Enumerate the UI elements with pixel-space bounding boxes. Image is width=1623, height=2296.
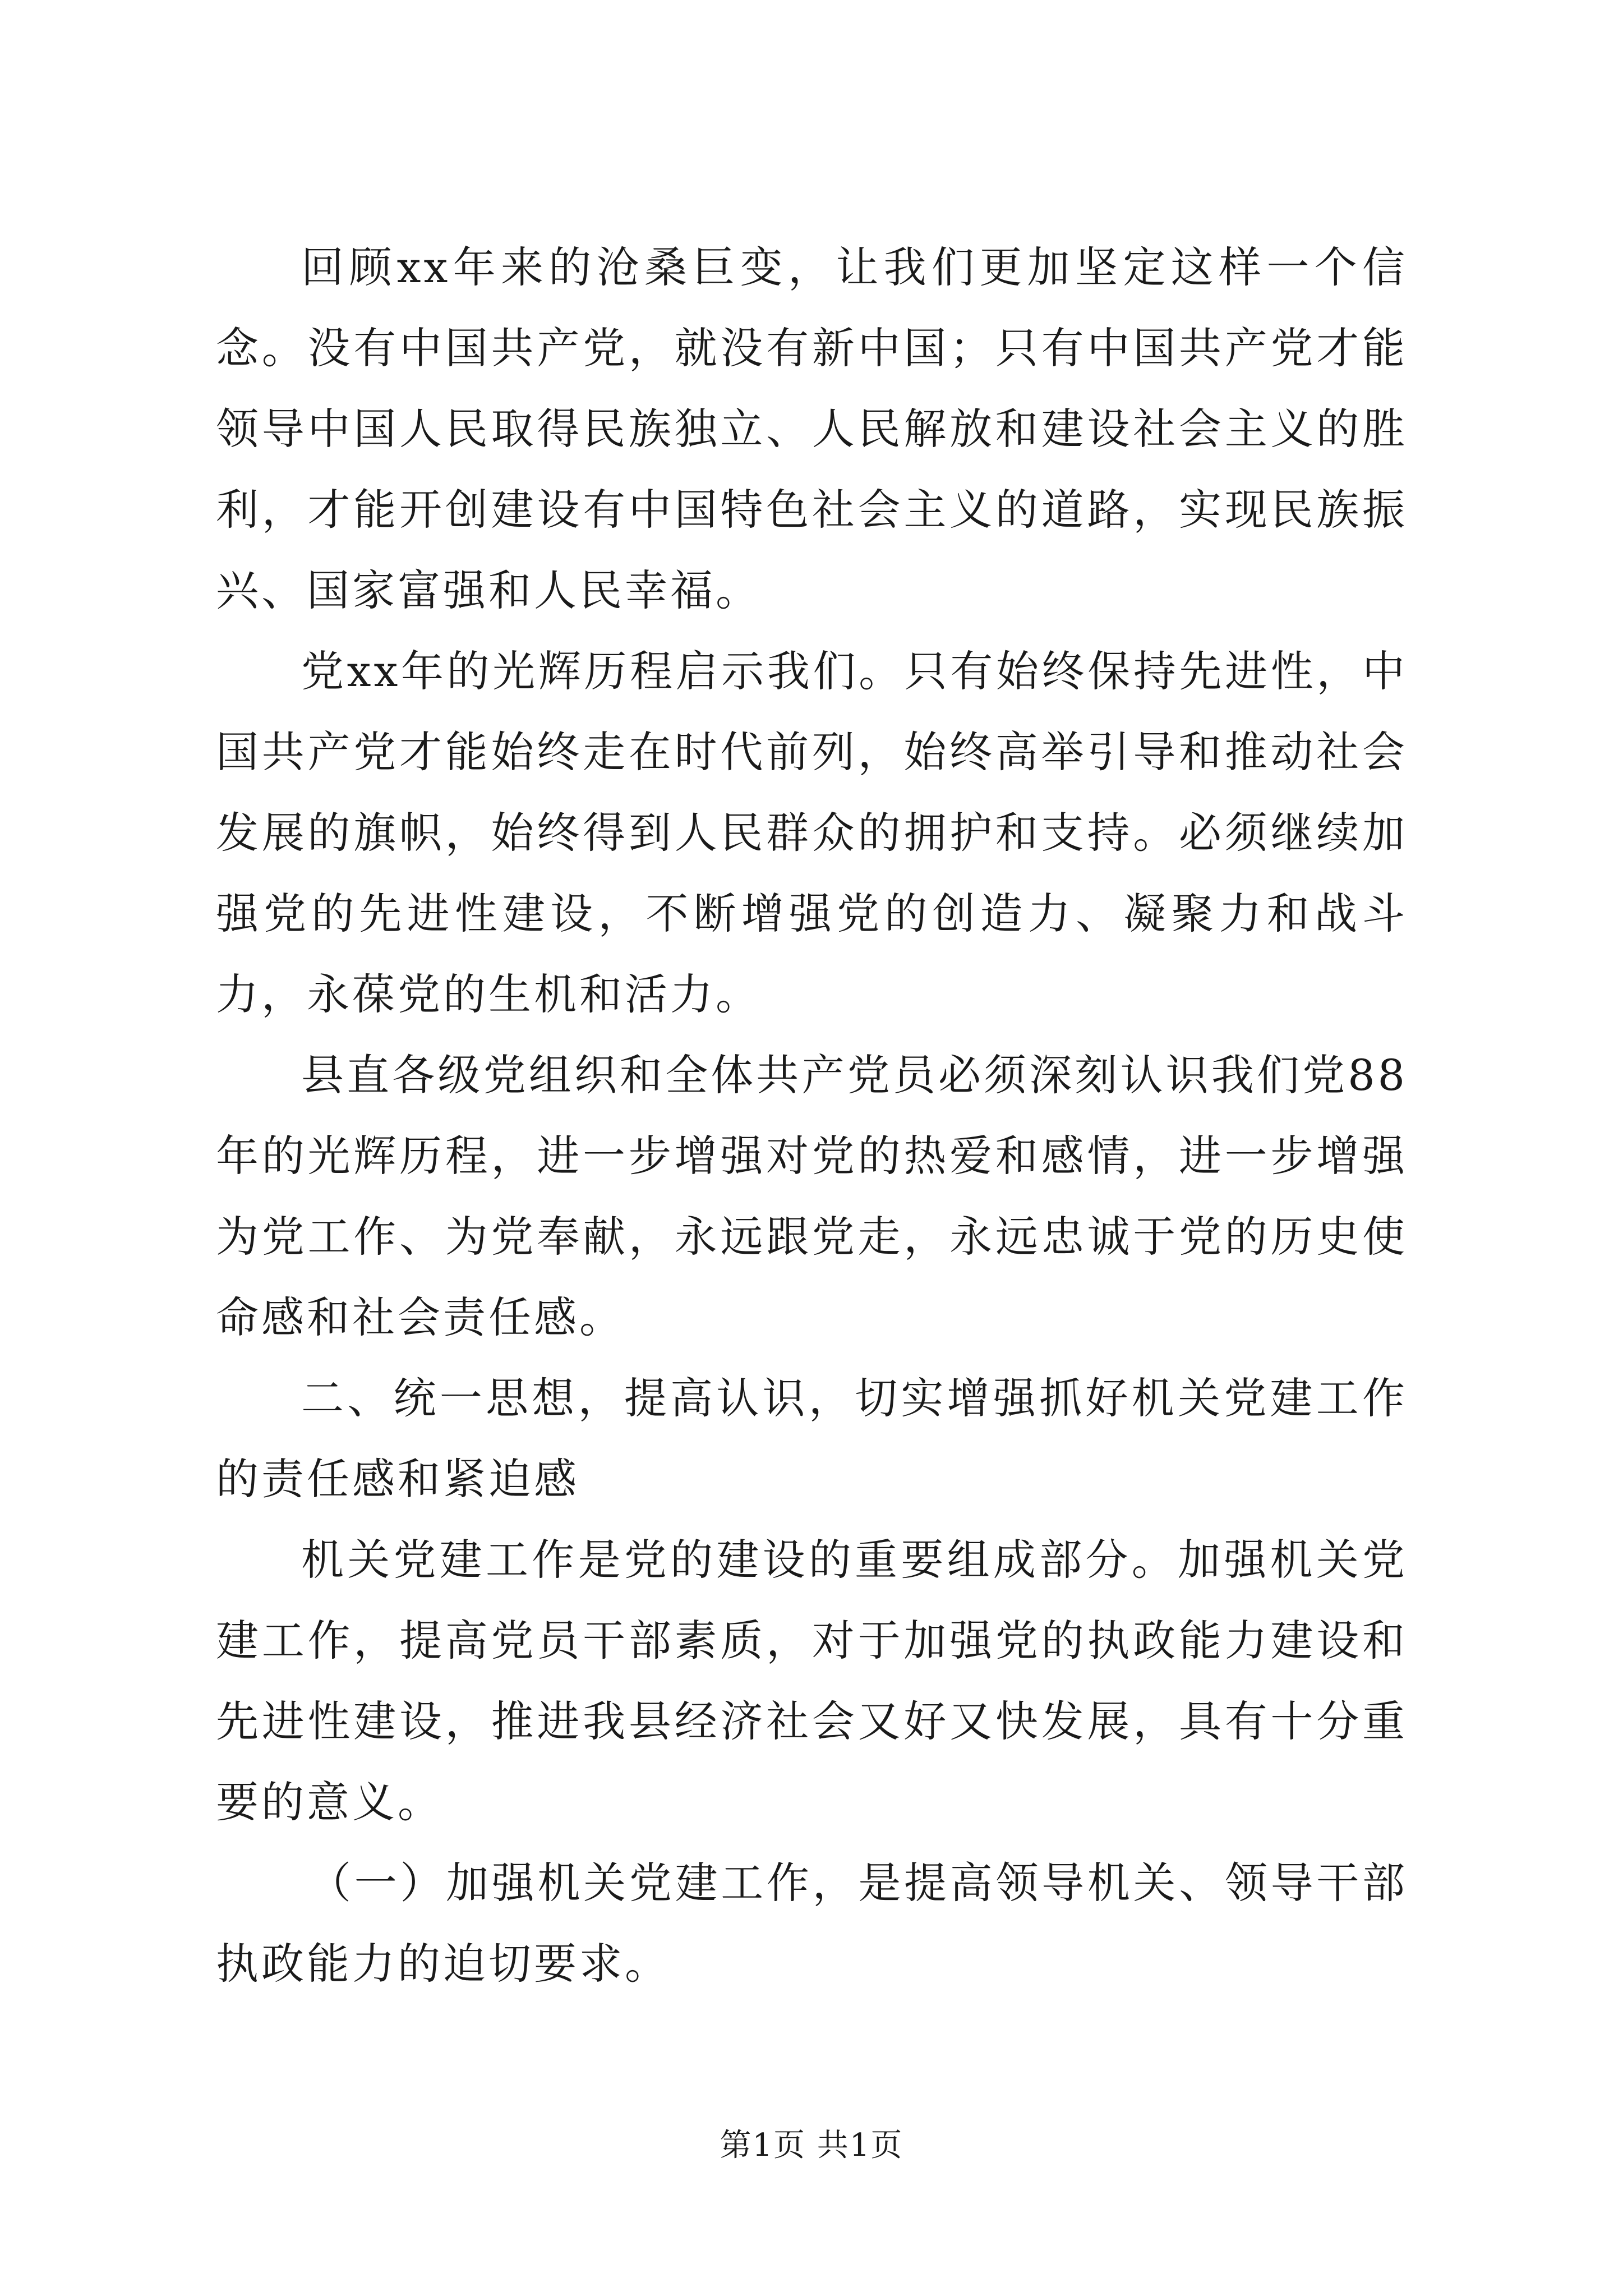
page-number-footer: 第1页 共1页 xyxy=(720,2127,903,2164)
document-body xyxy=(216,227,1408,2004)
section-heading-two: 二、统一思想，提高认识，切实增强抓好机关党建工作的责任感和紧迫感 xyxy=(216,1373,1408,1504)
paragraph-review: 回顾xx年来的沧桑巨变，让我们更加坚定这样一个信念。没有中国共产党，就没有新中国；只有中国共产党才能领导中国人民取得民族独立、人民解放和建设社会主义的胜利，才能开创建设有中国特色社会主义的道路，实现民族振兴、国家富强和人民幸福。 xyxy=(216,242,1408,615)
subsection-heading-one: （一）加强机关党建工作，是提高领导机关、领导干部执政能力的迫切要求。 xyxy=(216,1858,1408,1989)
paragraph-party-building: 机关党建工作是党的建设的重要组成部分。加强机关党建工作，提高党员干部素质，对于加强党的执政能力建设和先进性建设，推进我县经济社会又好又快发展，具有十分重要的意义。 xyxy=(216,1535,1408,1827)
paragraph-party-organizations: 县直各级党组织和全体共产党员必须深刻认识我们党88年的光辉历程，进一步增强对党的热爱和感情，进一步增强为党工作、为党奉献，永远跟党走，永远忠诚于党的历史使命感和社会责任感。 xyxy=(216,1050,1408,1342)
paragraph-history-inspiration: 党xx年的光辉历程启示我们。只有始终保持先进性，中国共产党才能始终走在时代前列，始终高举引导和推动社会发展的旗帜，始终得到人民群众的拥护和支持。必须继续加强党的先进性建设，不断增强党的创造力、凝聚力和战斗力，永葆党的生机和活力。 xyxy=(216,646,1408,1019)
